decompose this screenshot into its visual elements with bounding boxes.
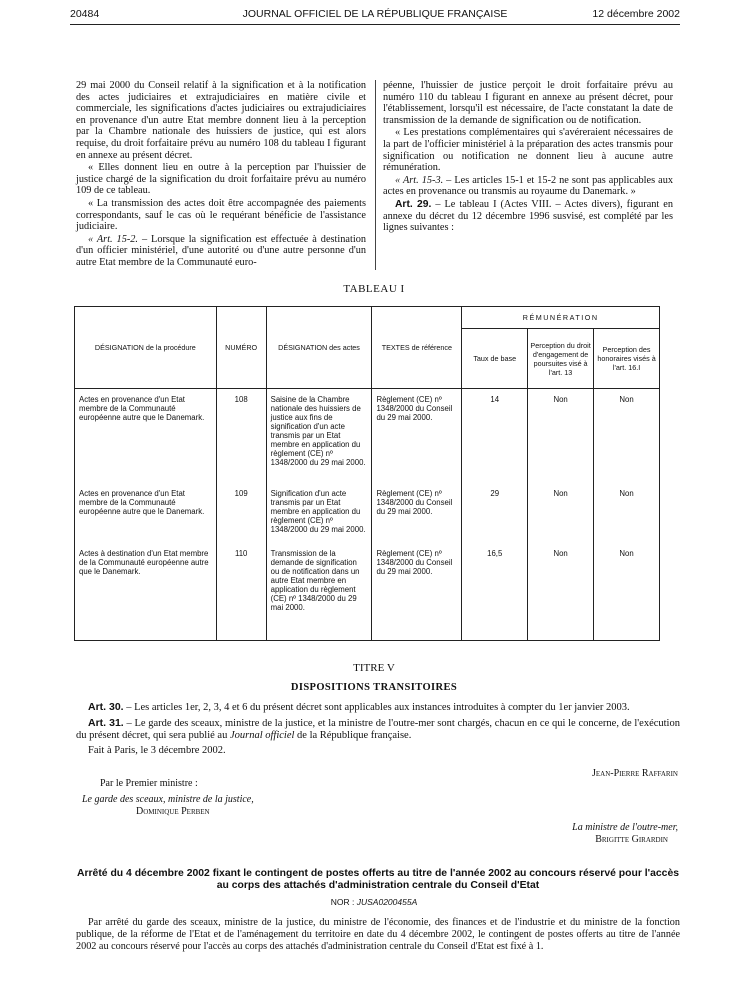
cell-taux: 14 xyxy=(462,389,528,483)
cell-droit: Non xyxy=(528,543,594,641)
cell-honoraires: Non xyxy=(594,483,660,543)
article-31: Art. 31. – Le garde des sceaux, ministre de la justice, et la ministre de l'outre-mer sont chargés, chacun en ce qui le concerne, de l'exécution du présent décret, qui sera publié au Journal officiel de la République française. xyxy=(76,716,680,741)
article-ref: « Art. 15-2. xyxy=(88,233,139,245)
paragraph: « La transmission des actes doit être accompagnée des paiements correspondants, sauf le cas où le requérant bénéficie de l'assistance judiciaire. xyxy=(76,197,366,233)
cell-honoraires: Non xyxy=(594,389,660,483)
cell-honoraires: Non xyxy=(594,543,660,641)
cell-actes: Transmission de la demande de signification ou de notification dans un autre Etat membre en application du règlement (CE) nº 1348/2000 du 29 mai 2000. xyxy=(266,543,372,641)
cell-numero: 108 xyxy=(216,389,266,483)
journal-title: JOURNAL OFFICIEL DE LA RÉPUBLIQUE FRANÇAISE xyxy=(242,8,508,20)
cell-droit: Non xyxy=(528,483,594,543)
cell-procedure: Actes en provenance d'un Etat membre de la Communauté européenne autre que le Danemark. xyxy=(75,389,217,483)
paragraph: 29 mai 2000 du Conseil relatif à la signification et à la notification des actes judiciaires et extrajudiciaires en matière civile et commerciale, les significations d'actes judiciaires ou extrajudiciaires en provenance d'un autre Etat membre donnent lieu à la perception par la Chambre nationale des huissiers de justice, qui est alors requise, du droit forfaitaire prévu au numéro 108 du tableau I figurant en annexe au présent décret. xyxy=(76,80,366,161)
table-row xyxy=(75,543,660,641)
fait-a-paris: Fait à Paris, le 3 décembre 2002. xyxy=(88,744,226,756)
header-taux: Taux de base xyxy=(462,329,528,389)
cell-textes: Règlement (CE) nº 1348/2000 du Conseil du 29 mai 2000. xyxy=(372,483,462,543)
titre-heading: TITRE V xyxy=(353,662,395,674)
cell-numero: 110 xyxy=(216,543,266,641)
signature-ministre-outre-mer: Brigitte Girardin xyxy=(595,834,668,845)
paragraph: « Elles donnent lieu en outre à la perception par l'huissier de justice chargé de la signification du droit forfaitaire prévu au numéro 109 de ce tableau. xyxy=(76,162,366,197)
page-number: 20484 xyxy=(70,8,100,20)
ministre-outre-mer-title: La ministre de l'outre-mer, xyxy=(572,822,678,833)
garde-des-sceaux-title: Le garde des sceaux, ministre de la justice, xyxy=(82,794,254,805)
signature-premier-ministre: Jean-Pierre Raffarin xyxy=(592,768,678,779)
cell-taux: 16,5 xyxy=(462,543,528,641)
arrete-body: Par arrêté du garde des sceaux, ministre de la justice, du ministre de l'économie, des finances et de l'industrie et du ministre de la fonction publique, de la réforme de l'Etat et de l'aménagement du territoire en date du 4 décembre 2002, le contingent de postes offerts au titre de l'année 2002 au concours réservé pour l'accès au corps des attachés d'administration centrale du Conseil d'Etat est fixé à 1. xyxy=(76,917,680,952)
article-ref: « Art. 15-3. xyxy=(395,174,444,186)
nor-reference: NOR : JUSA0200455A xyxy=(330,897,418,907)
cell-procedure: Actes à destination d'un Etat membre de la Communauté européenne autre que le Danemark. xyxy=(75,543,217,641)
article-label: Art. 29. xyxy=(395,198,432,210)
tableau-1 xyxy=(74,306,660,641)
cell-actes: Signification d'un acte transmis par un Etat membre en application du règlement (CE) nº 1348/2000 du 29 mai 2000. xyxy=(266,483,372,543)
cell-procedure: Actes en provenance d'un Etat membre de la Communauté européenne autre que le Danemark. xyxy=(75,483,217,543)
right-column xyxy=(383,80,673,235)
par-le-premier-ministre: Par le Premier ministre : xyxy=(100,778,198,789)
titre-subheading: DISPOSITIONS TRANSITOIRES xyxy=(290,682,458,693)
issue-date: 12 décembre 2002 xyxy=(592,8,680,20)
table-row xyxy=(75,389,660,483)
paragraph: Art. 29. – Le tableau I (Actes VIII. – Actes divers), figurant en annexe du décret du 12 décembre 1996 susvisé, est complété par les lignes suivantes : xyxy=(383,198,673,234)
header-designation-procedure: DÉSIGNATION de la procédure xyxy=(75,307,217,389)
column-divider xyxy=(375,80,376,270)
cell-textes: Règlement (CE) nº 1348/2000 du Conseil du 29 mai 2000. xyxy=(372,389,462,483)
cell-taux: 29 xyxy=(462,483,528,543)
header-perception-honoraires: Perception des honoraires visés à l'art. 16.I xyxy=(594,329,660,389)
cell-numero: 109 xyxy=(216,483,266,543)
signature-garde-des-sceaux: Dominique Perben xyxy=(136,806,210,817)
table-title: TABLEAU I xyxy=(343,283,405,295)
nor-code: JUSA0200455A xyxy=(356,897,418,907)
header-designation-actes: DÉSIGNATION des actes xyxy=(266,307,372,389)
header-rule xyxy=(70,24,680,25)
left-column xyxy=(76,80,366,270)
cell-actes: Saisine de la Chambre nationale des huissiers de justice aux fins de signification d'un acte transmis par un Etat membre en application du règlement (CE) nº 1348/2000 du 29 mai 2000. xyxy=(266,389,372,483)
cell-droit: Non xyxy=(528,389,594,483)
header-textes: TEXTES de référence xyxy=(372,307,462,389)
page-header xyxy=(70,8,680,24)
arrete-title: Arrêté du 4 décembre 2002 fixant le contingent de postes offerts au titre de l'année 2002 au concours réservé pour l'accès au corps des attachés d'administration centrale du Conseil d'Etat xyxy=(76,868,680,891)
table-row xyxy=(75,483,660,543)
paragraph: péenne, l'huissier de justice perçoit le droit forfaitaire prévu au numéro 110 du tableau I figurant en annexe au présent décret, pour l'établissement, lorsqu'il est nécessaire, de l'acte constatant la date de transmission de la demande de signification ou de notification. xyxy=(383,80,673,126)
article-30: Art. 30. – Les articles 1er, 2, 3, 4 et 6 du présent décret sont applicables aux instances introduites à compter du 1er janvier 2003. xyxy=(88,701,630,713)
cell-textes: Règlement (CE) nº 1348/2000 du Conseil du 29 mai 2000. xyxy=(372,543,462,641)
header-remuneration: RÉMUNÉRATION xyxy=(462,307,660,329)
header-numero: NUMÉRO xyxy=(216,307,266,389)
paragraph: « Art. 15-3. – Les articles 15-1 et 15-2 ne sont pas applicables aux actes en provenance ou transmis au royaume du Danemark. » xyxy=(383,174,673,198)
articles-block xyxy=(76,701,680,759)
paragraph: « Art. 15-2. – Lorsque la signification est effectuée à destination d'un officier ministériel, d'une autorité ou d'une autre personne d'un autre Etat membre de la Communauté euro- xyxy=(76,233,366,268)
paragraph: « Les prestations complémentaires qui s'avéreraient nécessaires de la part de l'officier ministériel à la préparation des actes transmis pour signification ou notification ne donnent lieu à aucune autre rémunération. xyxy=(383,127,673,174)
header-perception-droit: Perception du droit d'engagement de poursuites visé à l'art. 13 xyxy=(528,329,594,389)
